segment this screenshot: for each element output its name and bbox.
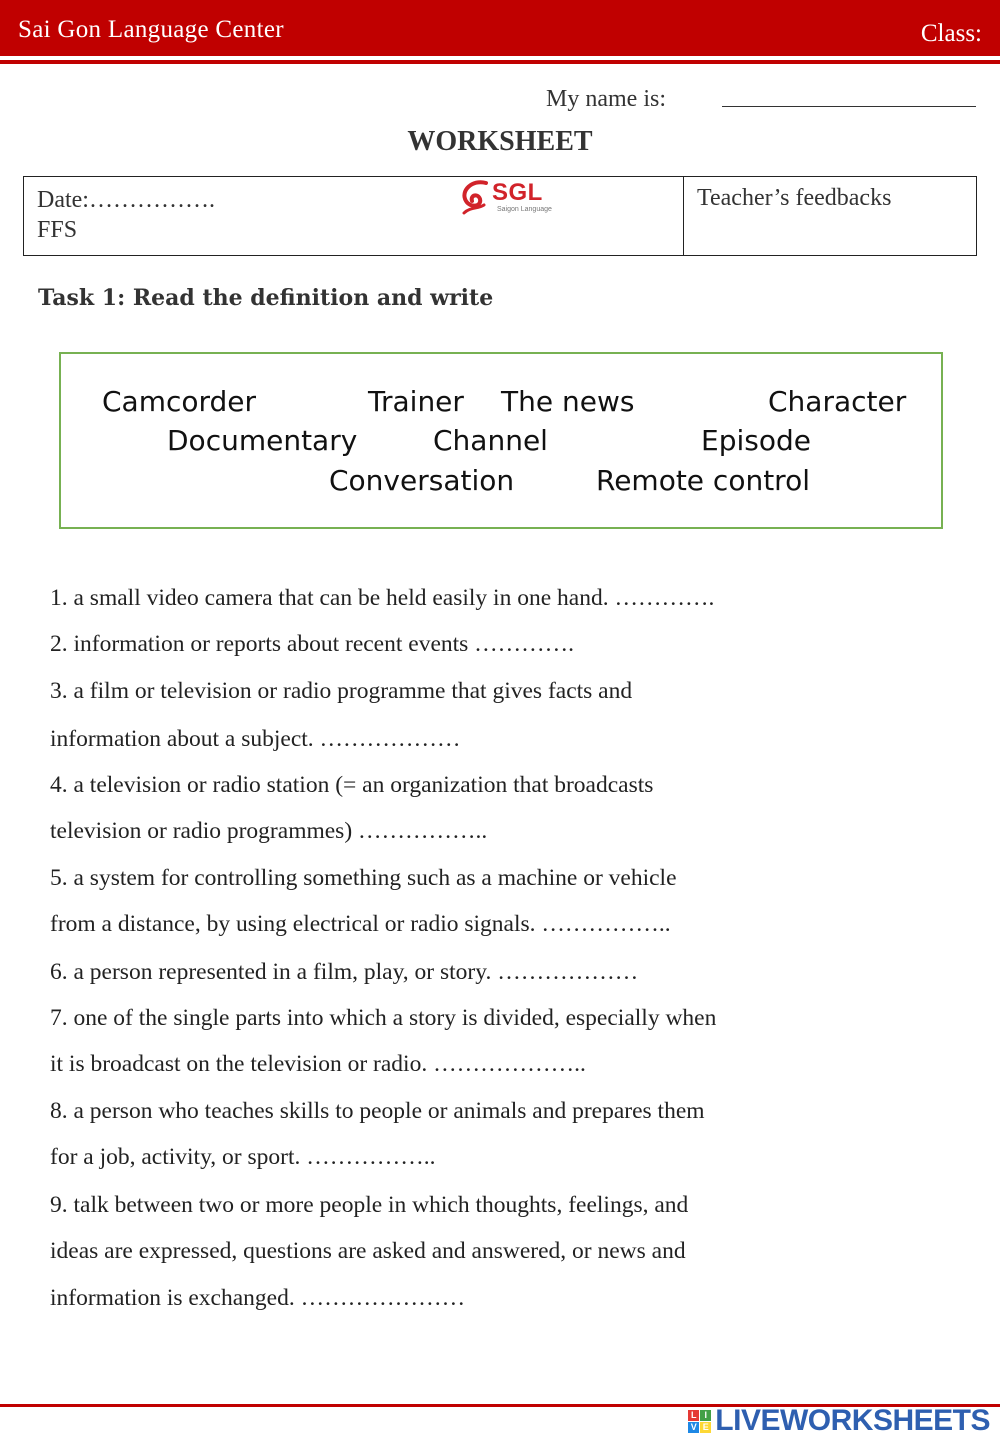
word-bank-item: Trainer — [368, 385, 464, 418]
sgl-swirl-icon — [456, 177, 496, 219]
my-name-label: My name is: — [546, 86, 666, 112]
question-line: 1. a small video camera that can be held easily in one hand. …………. — [50, 585, 715, 611]
word-bank-item: Conversation — [329, 464, 515, 497]
name-input-line[interactable] — [722, 106, 976, 107]
liveworksheets-blocks-icon: L I V E — [688, 1410, 711, 1433]
question-line: information is exchanged. ………………… — [50, 1285, 466, 1311]
word-bank-item: Channel — [433, 424, 548, 457]
center-name: Sai Gon Language Center — [18, 16, 284, 43]
word-bank-item: Character — [768, 385, 907, 418]
date-field: Date:……………. — [37, 187, 215, 213]
teacher-feedback-label: Teacher’s feedbacks — [697, 185, 892, 211]
word-bank — [59, 352, 943, 529]
question-line: 4. a television or radio station (= an organization that broadcasts — [50, 772, 654, 798]
header-bar — [0, 0, 1000, 56]
word-bank-item: Documentary — [167, 424, 358, 457]
class-label: Class: — [920, 20, 982, 47]
question-line: 5. a system for controlling something such as a machine or vehicle — [50, 865, 677, 891]
question-line: 7. one of the single parts into which a story is divided, especially when — [50, 1005, 717, 1031]
question-line: for a job, activity, or sport. …………….. — [50, 1144, 436, 1170]
question-line: it is broadcast on the television or radio. ……………….. — [50, 1051, 586, 1077]
info-table — [23, 176, 977, 256]
logo-text: SGL — [492, 179, 543, 206]
logo-subtext: Saigon Language — [497, 206, 552, 213]
question-line: 6. a person represented in a film, play, or story. ……………… — [50, 959, 639, 985]
question-line: 9. talk between two or more people in which thoughts, feelings, and — [50, 1192, 689, 1218]
sgl-logo — [456, 177, 556, 219]
question-line: television or radio programmes) …………….. — [50, 818, 488, 844]
question-line: 3. a film or television or radio programme that gives facts and — [50, 678, 633, 704]
question-line: information about a subject. ……………… — [50, 726, 461, 752]
word-bank-item: Camcorder — [102, 385, 257, 418]
word-bank-item: Remote control — [596, 464, 810, 497]
word-bank-item: The news — [501, 385, 635, 418]
liveworksheets-brand: LIVEWORKSHEETS — [715, 1404, 990, 1437]
header-divider — [0, 60, 1000, 64]
question-line: 2. information or reports about recent events …………. — [50, 631, 575, 657]
ffs-label: FFS — [37, 217, 78, 243]
task-title: Task 1: Read the definition and write — [38, 285, 494, 311]
liveworksheets-logo[interactable] — [688, 1404, 990, 1438]
page-title: WORKSHEET — [407, 126, 593, 157]
table-divider — [683, 177, 684, 255]
question-line: from a distance, by using electrical or radio signals. …………….. — [50, 911, 671, 937]
question-line: ideas are expressed, questions are asked and answered, or news and — [50, 1238, 686, 1264]
word-bank-item: Episode — [701, 424, 811, 457]
question-line: 8. a person who teaches skills to people or animals and prepares them — [50, 1098, 705, 1124]
